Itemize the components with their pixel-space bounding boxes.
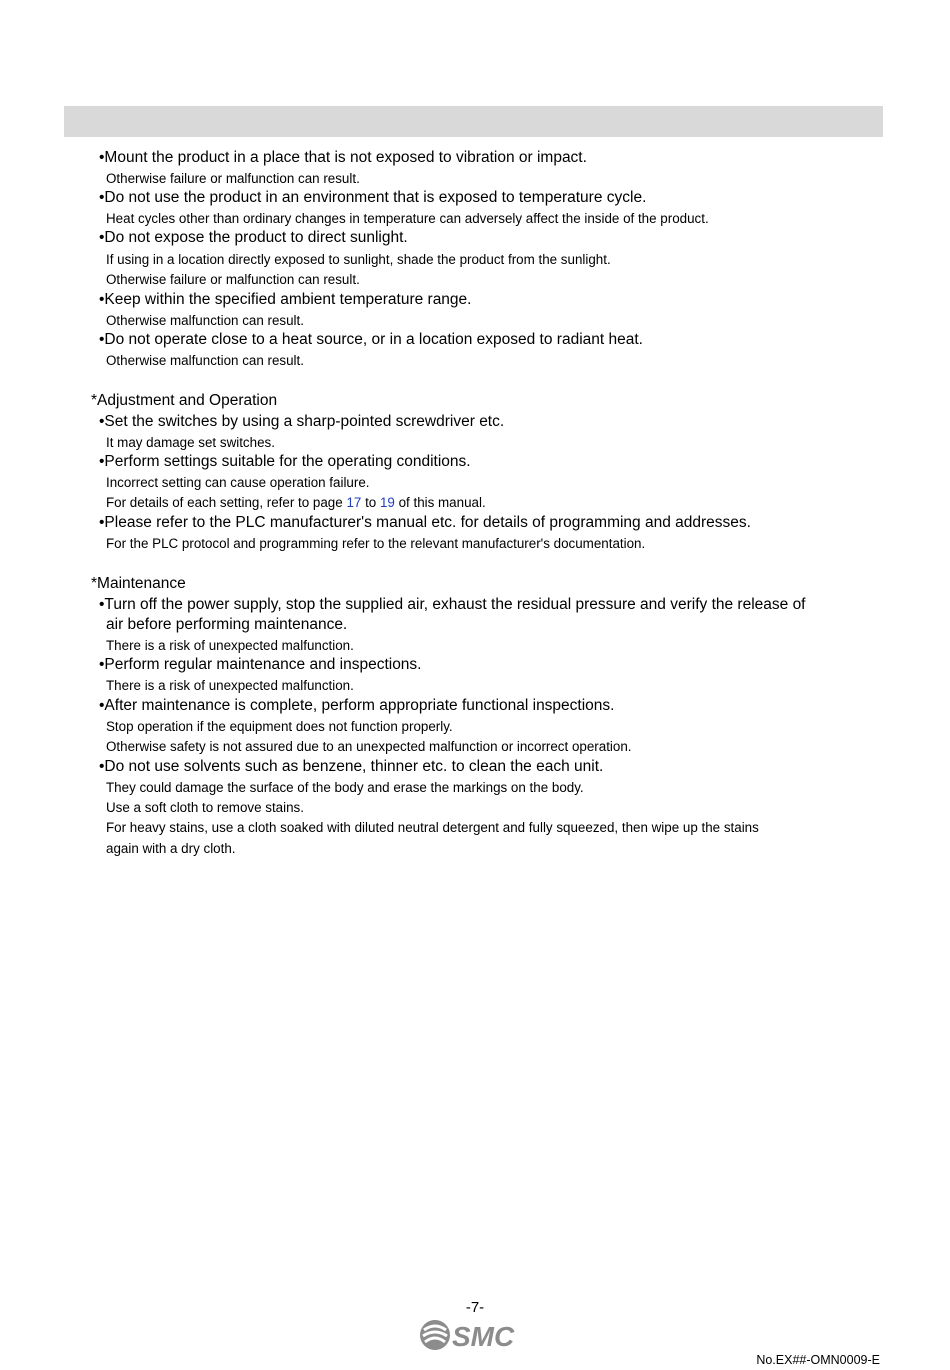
maint-bullet-2: •Perform regular maintenance and inspections.	[99, 656, 422, 673]
maint-bullet-4: •Do not use solvents such as benzene, thinner etc. to clean the each unit.	[99, 758, 604, 775]
header-bar	[64, 106, 883, 137]
section-title-adjustment: *Adjustment and Operation	[91, 392, 278, 409]
maint-bullet-3: •After maintenance is complete, perform appropriate functional inspections.	[99, 697, 615, 714]
env-bullet-5: •Do not operate close to a heat source, or in a location exposed to radiant heat.	[99, 331, 643, 348]
maint-detail-3a: Stop operation if the equipment does not function properly.	[106, 719, 453, 734]
adjust-bullet-3: •Please refer to the PLC manufacturer's manual etc. for details of programming and addresses.	[99, 514, 751, 531]
maint-detail-1: There is a risk of unexpected malfunction.	[106, 638, 354, 653]
page-link-19[interactable]: 19	[379, 495, 395, 510]
adjust-bullet-1: •Set the switches by using a sharp-pointed screwdriver etc.	[99, 413, 505, 430]
adjust-detail-2a: Incorrect setting can cause operation failure.	[106, 475, 370, 490]
maint-detail-4d: again with a dry cloth.	[106, 841, 236, 856]
smc-logo-text: SMC	[452, 1321, 515, 1352]
adjust-detail-2b	[106, 494, 486, 512]
env-bullet-2: •Do not use the product in an environment that is exposed to temperature cycle.	[99, 189, 647, 206]
env-bullet-3: •Do not expose the product to direct sunlight.	[99, 229, 408, 246]
page-ref-mid: to	[361, 495, 380, 510]
env-bullet-1: •Mount the product in a place that is not exposed to vibration or impact.	[99, 149, 587, 166]
page-number: -7-	[465, 1299, 485, 1316]
maint-detail-2: There is a risk of unexpected malfunction.	[106, 678, 354, 693]
env-detail-4: Otherwise malfunction can result.	[106, 313, 304, 328]
maint-detail-4c: For heavy stains, use a cloth soaked with diluted neutral detergent and fully squeezed, then wipe up the stains	[106, 820, 759, 835]
env-bullet-4: •Keep within the specified ambient temperature range.	[99, 291, 472, 308]
page-link-17[interactable]: 17	[346, 495, 362, 510]
smc-logo-mark-icon	[420, 1320, 450, 1350]
smc-logo	[418, 1318, 528, 1352]
section-title-maintenance: *Maintenance	[91, 575, 186, 592]
adjust-detail-1: It may damage set switches.	[106, 435, 275, 450]
adjust-detail-3: For the PLC protocol and programming refer to the relevant manufacturer's documentation.	[106, 536, 646, 551]
maint-detail-3b: Otherwise safety is not assured due to an unexpected malfunction or incorrect operation.	[106, 739, 632, 754]
page-ref-prefix: For details of each setting, refer to page	[106, 495, 347, 510]
maint-bullet-1a: •Turn off the power supply, stop the supplied air, exhaust the residual pressure and verify the release of	[99, 596, 806, 613]
env-detail-1: Otherwise failure or malfunction can result.	[106, 171, 360, 186]
env-detail-3a: If using in a location directly exposed to sunlight, shade the product from the sunlight.	[106, 252, 611, 267]
env-detail-5: Otherwise malfunction can result.	[106, 353, 304, 368]
env-detail-2: Heat cycles other than ordinary changes in temperature can adversely affect the inside of the product.	[106, 211, 709, 226]
adjust-bullet-2: •Perform settings suitable for the operating conditions.	[99, 453, 471, 470]
page-ref-suffix: of this manual.	[394, 495, 486, 510]
env-detail-3b: Otherwise failure or malfunction can result.	[106, 272, 360, 287]
maint-detail-4a: They could damage the surface of the body and erase the markings on the body.	[106, 780, 584, 795]
document-number: No.EX##-OMN0009-E	[756, 1353, 880, 1367]
maint-detail-4b: Use a soft cloth to remove stains.	[106, 800, 304, 815]
maint-bullet-1b: air before performing maintenance.	[106, 616, 348, 633]
